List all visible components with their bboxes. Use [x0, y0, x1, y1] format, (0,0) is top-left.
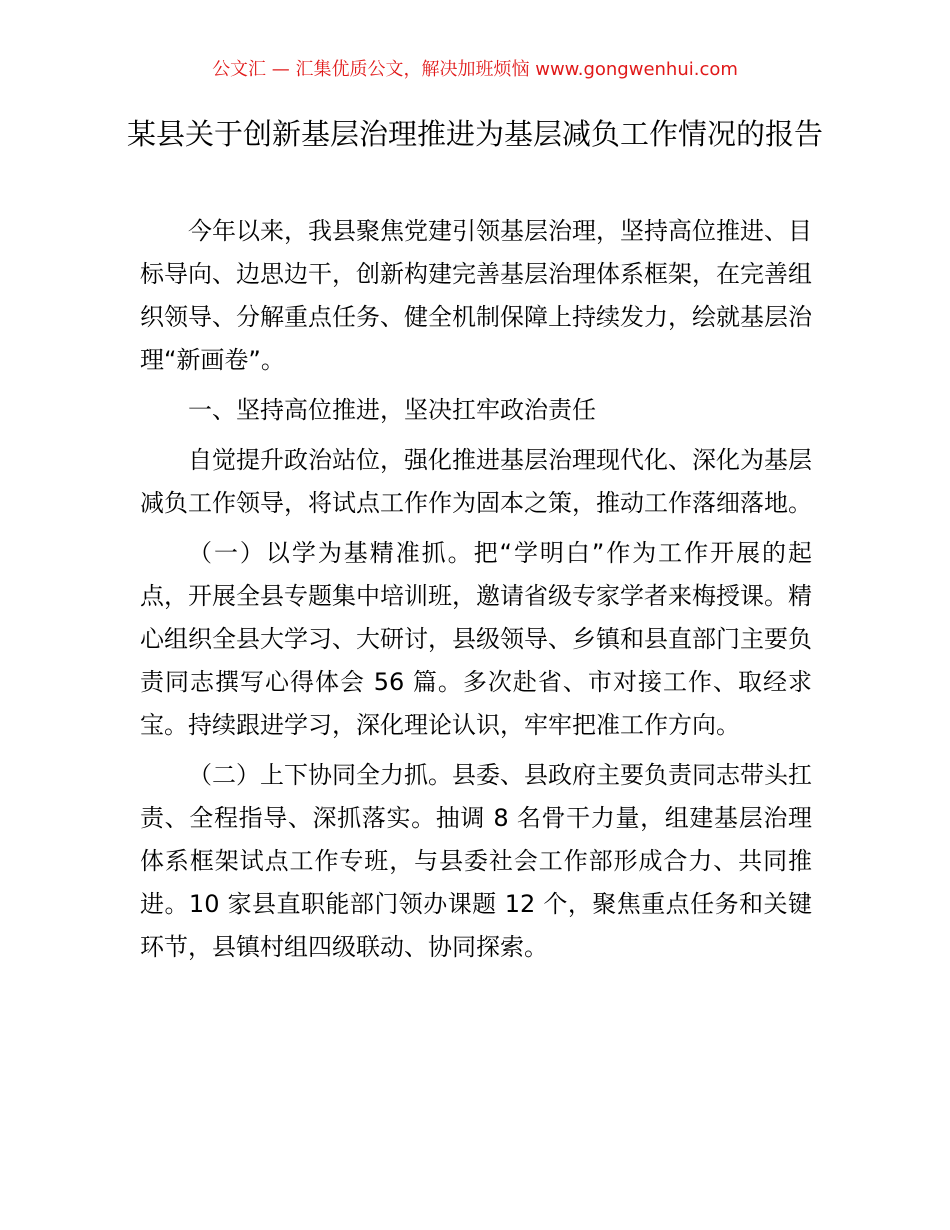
paragraph-subsection-1: （一）以学为基精准抓。把“学明白”作为工作开展的起点，开展全县专题集中培训班，邀请省级专家学者来梅授课。精心组织全县大学习、大研讨，县级领导、乡镇和县直部门主要负责同志撰写心得体会 56 篇。多次赴省、市对接工作、取经求宝。持续跟进学习，深化理论认识，牢牢把准工作方向。	[140, 539, 812, 739]
header-banner: 公文汇 — 汇集优质公文，解决加班烦恼 www.gongwenhui.com	[212, 59, 738, 80]
paragraph-intro: 今年以来，我县聚焦党建引领基层治理，坚持高位推进、目标导向、边思边干，创新构建完善基层治理体系框架，在完善组织领导、分解重点任务、健全机制保障上持续发力，绘就基层治理“新画卷”。	[140, 217, 812, 374]
paragraph-section-1: 自觉提升政治站位，强化推进基层治理现代化、深化为基层减负工作领导，将试点工作作为固本之策，推动工作落细落地。	[140, 446, 812, 517]
document-title: 某县关于创新基层治理推进为基层减负工作情况的报告	[126, 117, 823, 151]
paragraph-subsection-2: （二）上下协同全力抓。县委、县政府主要负责同志带头扛责、全程指导、深抓落实。抽调 8 名骨干力量，组建基层治理体系框架试点工作专班，与县委社会工作部形成合力、共同推进。10 家县直职能部门领办课题 12 个，聚焦重点任务和关键环节，县镇村组四级联动、协同探索。	[140, 761, 812, 961]
section-heading-1: 一、坚持高位推进，坚决扛牢政治责任	[188, 396, 596, 424]
document-body	[140, 210, 812, 976]
